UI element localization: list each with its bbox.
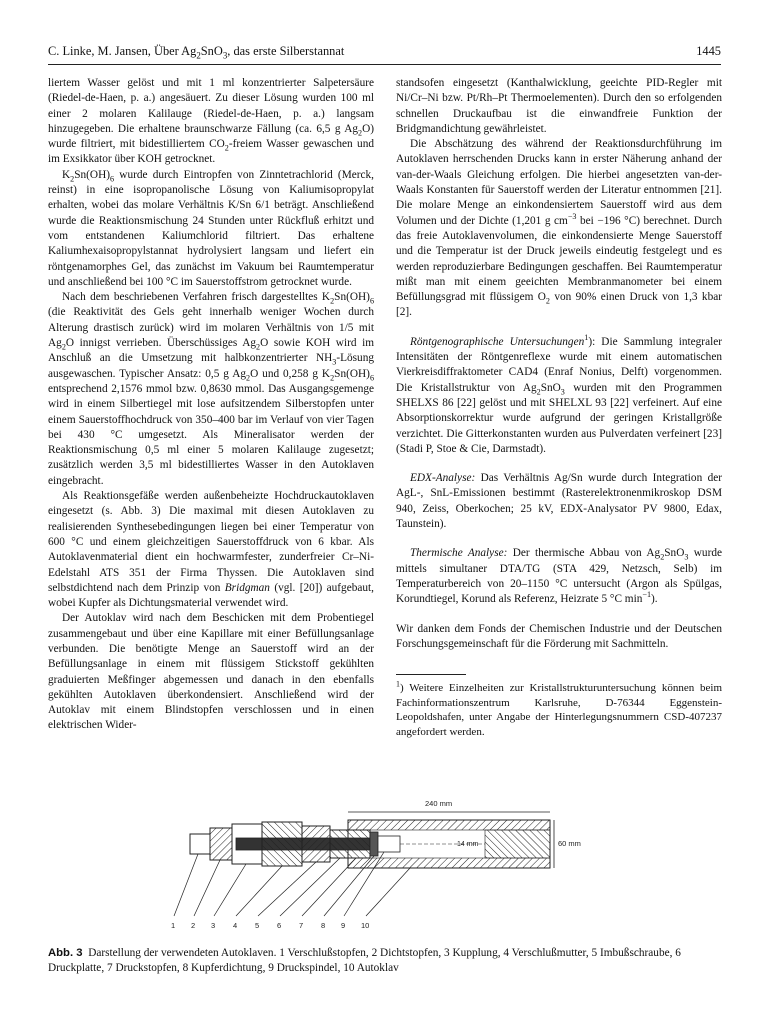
paragraph: EDX-Analyse: Das Verhältnis Ag/Sn wurde durch Integration der AgL-, SnL-Emissionen bestimmt (Rasterelektronenmikroskop DSM 940, Zeiss, Oberkochen; 25 kV, EDX-Analysator PV 9800, Edax, Taunstein). [396, 472, 722, 531]
pressure-plate [302, 826, 330, 862]
part-label: 8 [321, 921, 326, 930]
dimension-height: 60 mm [558, 839, 581, 848]
part-label: 9 [341, 921, 346, 930]
dimension-inner: 14 mm [457, 841, 479, 848]
caption-text: Darstellung der verwendeten Autoklaven. 1 Verschlußstopfen, 2 Dichtstopfen, 3 Kupplung, 4 Verschlußmutter, 5 Imbußschraube, 6 Druckplatte, 7 Druckstopfen, 8 Kupferdichtung, 9 Druckspindel, 10 Autoklav [48, 947, 681, 975]
footnote-rule [396, 674, 466, 675]
closure-nut [262, 822, 302, 866]
part-labels [171, 921, 369, 930]
paragraph: Als Reaktionsgefäße werden außenbeheizte Hochdruckautoklaven eingesetzt (s. Abb. 3) Die maximal mit diesen Autoklaven zu realisierenden Synthesebedingungen liegen bei einer Temperatur von 600 °C und einem gleichzeitigen Sauerstoffdruck von 6 kbar. Als Autoklavenmaterial dient ein hochwarmfester, zunderfreier Cr–Ni-Edelstahl ATS 351 der Firma Thyssen. Die Autoklaven sind selbstdichtend nach dem Prinzip von Bridgman (vgl. [20]) aufgebaut, wobei Kupfer als Dichtungsmaterial verwendet wird. [48, 490, 374, 610]
paragraph: Thermische Analyse: Der thermische Abbau von $Ag_2SnO_3$ wurde mittels simultaner DTA/TG (STA 429, Netzsch, Selb) im Temperaturbereich von 20–1150 °C untersucht (Argon als Spülgas, Korundtiegel, Korund als Referenz, Heizrate 5 °C $\min^{-1}$). [396, 547, 722, 606]
copper-seal [370, 832, 378, 856]
left-column [48, 76, 374, 734]
header-rule [48, 64, 721, 65]
caption-label: Abb. 3 [48, 947, 83, 959]
paragraph: Der Autoklav wird nach dem Beschicken mit dem Probentiegel zusammengebaut und über eine Kapillare mit einer Befüllungsanlage verbunden. Die benötigte Menge an Sauerstoff wird an der Befüllungsanlage in einem mit flüssigem Stickstoff gekühlten graduierten Meßfinger abgemessen und danach in den ebenfalls gekühlten Autoklaven überkondensiert. Anschließend wird der Autoklav mit einem Blindstopfen verschlossen und in einen elektrischen Wider- [48, 612, 374, 732]
paragraph: $K_2Sn(OH)_6$ wurde durch Eintropfen von Zinntetrachlorid (Merck, reinst) in eine isopropanolische Lösung von Kaliumisopropylat erhalten, wobei das molare Verhältnis K/Sn 6/1 beträgt. Anschließend wurde die Reaktionsmischung 24 Stunden unter Rückfluß erhitzt und vom entstandenen Kaliumchlorid filtriert. Das erhaltene Kaliumhexaisopropylstannat hydrolysiert langsam und liefert ein röntgenamorphes Gel, das zunächst im Vakuum bei Raumtemperatur und anschließend bei 100 °C im Sauerstoffstrom getrocknet wurde. [48, 168, 374, 288]
autoclave-diagram [170, 796, 590, 946]
paragraph: Nach dem beschriebenen Verfahren frisch dargestelltes $K_2Sn(OH)_6$ (die Reaktivität des Gels geht innerhalb weniger Wochen durch Alterung drastisch zurück) wird im molaren Verhältnis von 1/5 mit $Ag_2O$ innigst verrieben. Überschüssiges $Ag_2O$ sowie KOH wird im Anschluß an die Umsetzung mit halbkonzentrierter $NH_3$-Lösung ausgewaschen. Typischer Ansatz: 0,5 g $Ag_2O$ und 0,258 g $K_2Sn(OH)_6$ entsprechend 2,1576 mmol bzw. 0,8630 mmol. Das Ausgangsgemenge wird in einem Silbertiegel mit lose aufsitzendem Silberstopfen unter einem Sauerstoffhochdruck von 350–400 bar im Verlauf von vier Tagen bei 430 °C umgesetzt. Als Mineralisator werden der Reaktionsmischung 0,5 ml einer 5 molaren Kalilauge zugesetzt; zusätzlich werden 3,5 ml bidestilliertes Wasser in den Autoklaven eingebracht. [48, 291, 375, 487]
sealing-plug [210, 828, 232, 860]
acknowledgement: Wir danken dem Fonds der Chemischen Industrie und der Deutschen Forschungsgemeinschaft für die Förderung mit Sachmitteln. [396, 622, 722, 650]
part-label: 3 [211, 921, 216, 930]
part-label: 2 [191, 921, 196, 930]
page-number: 1445 [696, 44, 721, 58]
part-label: 5 [255, 921, 260, 930]
header-title: C. Linke, M. Jansen, Über $Ag_2SnO_3$, das erste Silberstannat [48, 44, 345, 61]
dimension-width: 240 mm [425, 799, 453, 808]
paragraph: Röntgenographische Untersuchungen$^1$): Die Sammlung integraler Intensitäten der Röntgenreflexe wurde mit einem automatischen Vierkreisdiffraktometer CAD4 (Enraf Nonius, Delft) vorgenommen. Die Kristallstruktur von $Ag_2SnO_3$ wurden mit den Programmen SHELXS 86 [22] gelöst und mit SHELXL 93 [22] verfeinert. Auf eine Absorptionskorrektur wurde aufgrund der geringen Kristallgröße verzichtet. Die Gitterkonstanten wurden aus Pulverdaten verfeinert [23] (Stadi P, Stoe & Cie, Darmstadt). [396, 332, 722, 455]
part-label: 6 [277, 921, 282, 930]
autoclave-wall-top [348, 820, 550, 830]
figure-caption [48, 946, 721, 977]
part-label: 4 [233, 921, 238, 930]
autoclave-wall-bottom [348, 858, 550, 868]
running-header [48, 44, 721, 64]
paragraph: liertem Wasser gelöst und mit 1 ml konzentrierter Salpetersäure (Riedel-de-Haen, p. a.) angesäuert. Zu dieser Lösung wurden 100 ml einer 2 molaren Kalilauge (Riedel-de-Haen, p. a.) langsam hinzugegeben. Die erhaltene braunschwarze Fällung (ca. 6,5 g $Ag_2O$) wurde filtriert, mit bidestilliertem $CO_2$-freiem Wasser gewaschen und im Exsikkator über KOH getrocknet. [48, 77, 375, 166]
part-label: 1 [171, 921, 176, 930]
footnote: $^1$) Weitere Einzelheiten zur Kristallstrukturuntersuchung können beim Fachinformationszentrum Karlsruhe, D-76344 Eggenstein-Leopoldshafen, unter Angabe der Hinterlegungsnummern CSD-407237 angefordert werden. [396, 679, 722, 738]
part-label: 10 [361, 921, 370, 930]
closure-plug [190, 834, 210, 854]
autoclave-figure [170, 796, 590, 946]
paragraph: Die Abschätzung des während der Reaktionsdurchführung im Autoklaven herrschenden Drucks kann in erster Näherung anhand der van-der-Waals Gleichung erfolgen. Die hierbei angesetzten van-der-Waals Konstanten für Sauerstoff werden der Literatur entnommen [21]. Die molare Menge an einkondensiertem Sauerstoff wird aus dem Volumen und der Dichte (1,201 g $cm^{-3}$ bei −196 °C) berechnet. Durch das freie Autoklavenvolumen, die einkondensierte Menge Sauerstoff und die Temperatur ist der Druck jeweils eindeutig festgelegt und es werden reproduzierbare Bedingungen geschaffen. Bei Raumtemperatur mißt man mit einem geeichten Membranmanometer bei einem Befüllungsgrad mit flüssigem $O_2$ von 90% einen Druck von 1,3 kbar [2]. [396, 138, 722, 319]
right-column [396, 76, 722, 739]
part-label: 7 [299, 921, 304, 930]
autoclave-bottom [485, 830, 550, 858]
pressure-plug [330, 830, 370, 858]
paragraph: standsofen eingesetzt (Kanthalwicklung, geeichte PID-Regler mit Ni/Cr–Ni bzw. Pt/Rh–Pt Thermoelementen). Durch den so erfolgenden schnellen Druckaufbau ist die einwandfreie Funktion der Bridgmandichtung gewährleistet. [396, 77, 722, 135]
